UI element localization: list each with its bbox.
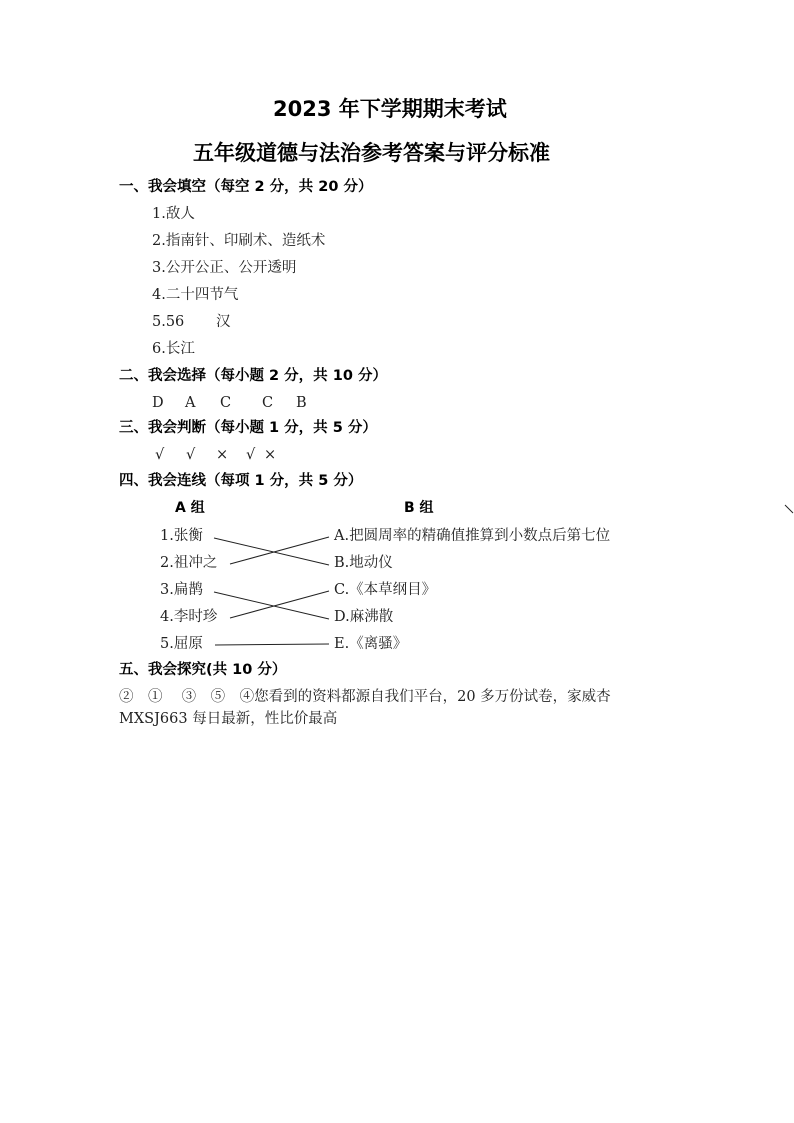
section2-answer-3: C <box>220 395 232 411</box>
answer-key-title: 五年级道德与法治参考答案与评分标准 <box>193 141 550 165</box>
group-a-item-4: 4.李时珍 <box>160 609 218 625</box>
section5-heading: 五、我会探究(共 10 分） <box>119 662 287 678</box>
section2-answer-2: A <box>185 395 196 411</box>
group-b-item-a: A.把圆周率的精确值推算到小数点后第七位 <box>334 528 611 544</box>
section1-answer-5-extra: 汉 <box>216 314 231 330</box>
section5-footer-line: MXSJ663 每日最新，性比价最高 <box>119 711 338 727</box>
section1-answer-2: 2.指南针、印刷术、造纸术 <box>152 233 326 249</box>
section5-answer-line: ② ① ③ ⑤ ④您看到的资料都源自我们平台，20 多万份试卷，家威杏 <box>119 689 611 705</box>
group-a-header: A 组 <box>175 500 205 516</box>
match-line-2-a <box>230 537 329 564</box>
group-a-item-5: 5.屈原 <box>160 636 203 652</box>
section3-answer-2: √ <box>186 447 196 463</box>
stray-mark <box>785 505 793 513</box>
section2-answer-4: C <box>262 395 274 411</box>
exam-title: 2023 年下学期期末考试 <box>273 97 507 121</box>
section3-answer-3: × <box>216 447 229 463</box>
section1-answer-3: 3.公开公正、公开透明 <box>152 260 297 276</box>
section1-answer-6: 6.长江 <box>152 341 195 357</box>
section4-heading: 四、我会连线（每项 1 分，共 5 分） <box>119 473 363 489</box>
section3-heading: 三、我会判断（每小题 1 分，共 5 分） <box>119 420 377 436</box>
section1-heading: 一、我会填空（每空 2 分，共 20 分） <box>119 179 373 195</box>
group-b-item-b: B.地动仪 <box>334 555 393 571</box>
group-a-item-3: 3.扁鹊 <box>160 582 203 598</box>
group-b-item-e: E.《离骚》 <box>334 636 408 652</box>
group-b-header: B 组 <box>404 500 434 516</box>
section1-answer-1: 1.敌人 <box>152 206 195 222</box>
section1-answer-5: 5.56 <box>152 314 185 330</box>
section3-answer-4: √ <box>246 447 256 463</box>
section2-heading: 二、我会选择（每小题 2 分，共 10 分） <box>119 368 387 384</box>
match-line-5-e <box>215 644 329 645</box>
section1-answer-4: 4.二十四节气 <box>152 287 239 303</box>
group-b-item-c: C.《本草纲目》 <box>334 582 437 598</box>
section3-answer-1: √ <box>155 447 165 463</box>
section2-answer-1: D <box>152 395 164 411</box>
section3-answer-5: × <box>264 447 277 463</box>
section2-answer-5: B <box>296 395 307 411</box>
group-a-item-1: 1.张衡 <box>160 528 203 544</box>
group-a-item-2: 2.祖冲之 <box>160 555 218 571</box>
match-line-4-c <box>230 591 329 618</box>
group-b-item-d: D.麻沸散 <box>334 609 394 625</box>
